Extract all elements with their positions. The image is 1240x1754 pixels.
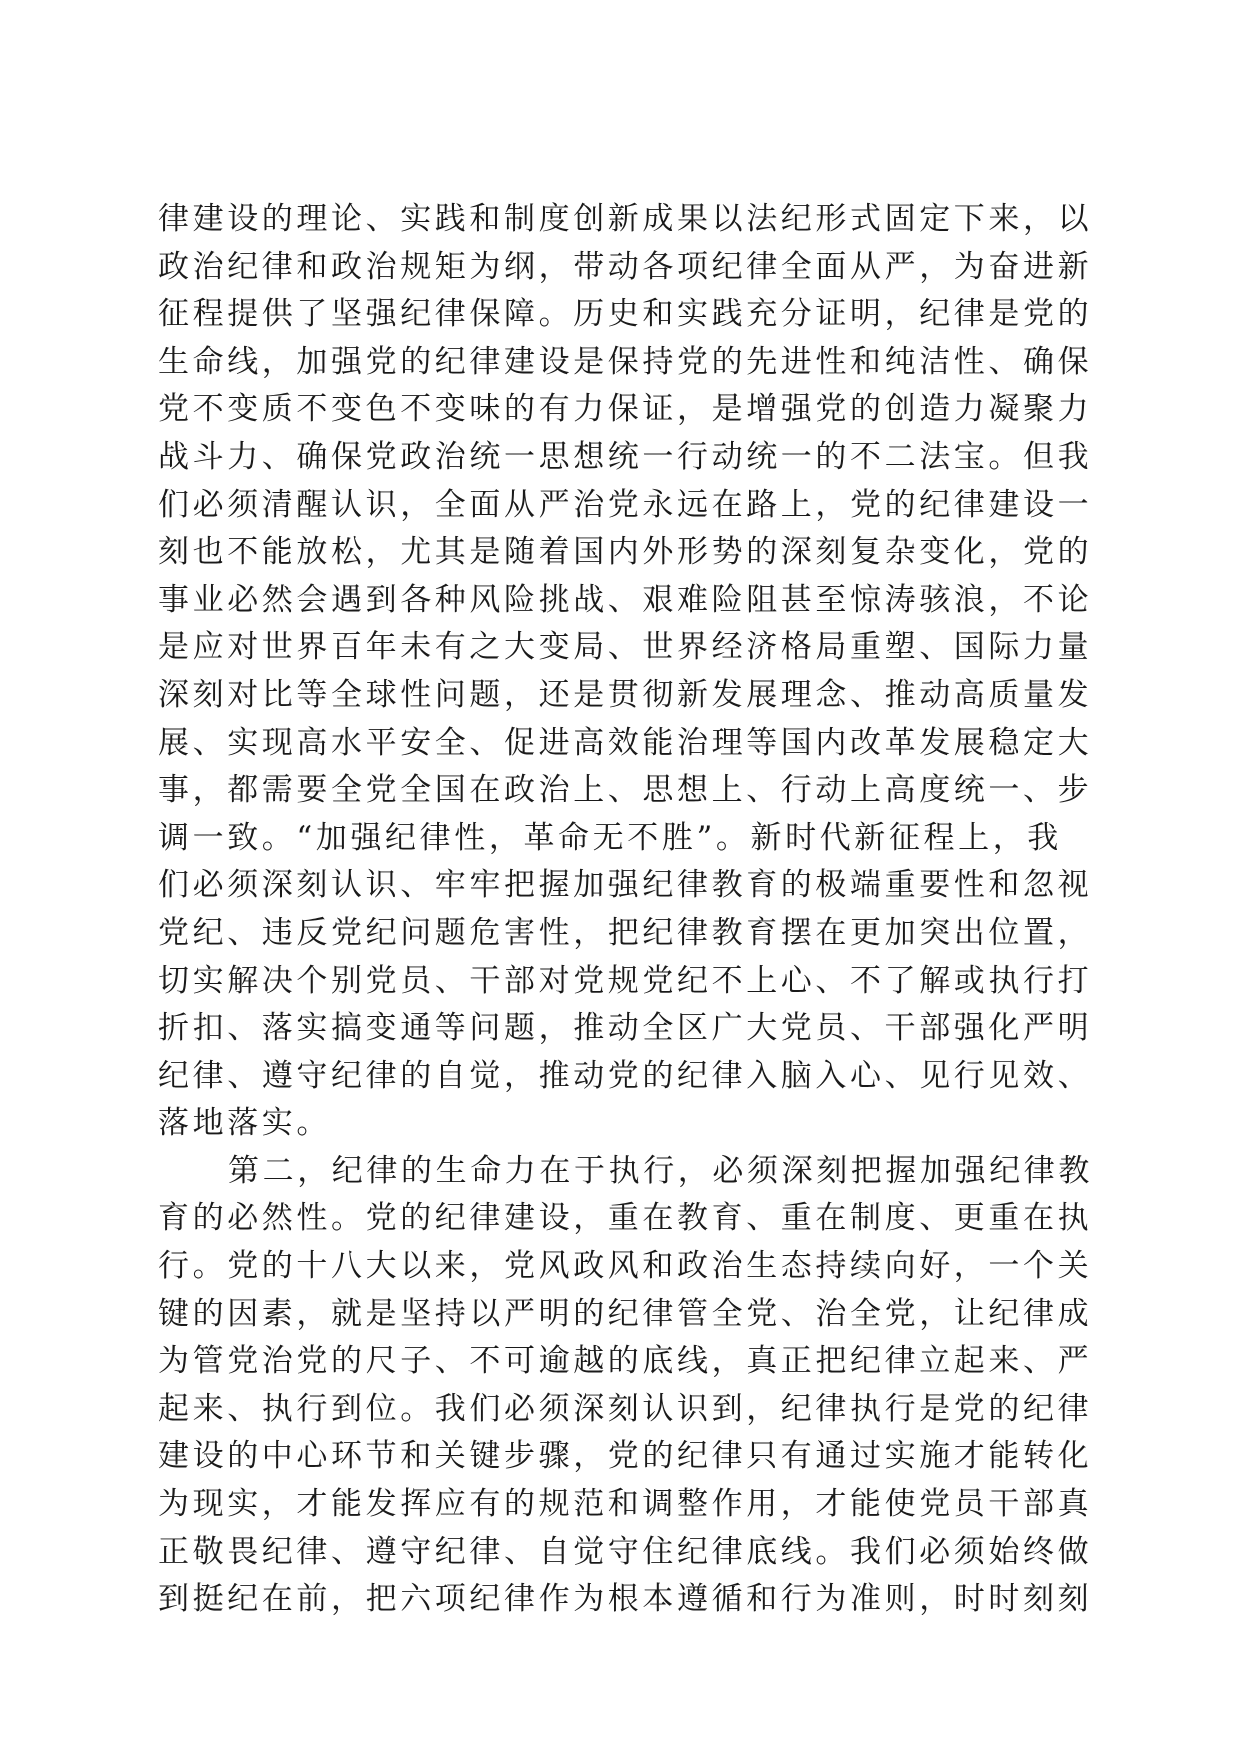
text-line: 落地落实。: [158, 1105, 331, 1142]
text-line: 事业必然会遇到各种风险挑战、艰难险阻甚至惊涛骇浪，不论: [158, 581, 1093, 618]
text-line: 们必须清醒认识，全面从严治党永远在路上，党的纪律建设一: [158, 486, 1093, 523]
text-line: 是应对世界百年未有之大变局、世界经济格局重塑、国际力量: [158, 629, 1093, 666]
body-text: [158, 196, 1093, 1624]
text-line: 正敬畏纪律、遵守纪律、自觉守住纪律底线。我们必须始终做: [158, 1533, 1093, 1570]
text-line: 事，都需要全党全国在政治上、思想上、行动上高度统一、步: [158, 772, 1093, 809]
text-line: 折扣、落实搞变通等问题，推动全区广大党员、干部强化严明: [158, 1010, 1093, 1047]
text-line: 律建设的理论、实践和制度创新成果以法纪形式固定下来，以: [158, 201, 1093, 237]
text-line: 起来、执行到位。我们必须深刻认识到，纪律执行是党的纪律: [158, 1390, 1093, 1427]
text-line: 为现实，才能发挥应有的规范和调整作用，才能使党员干部真: [158, 1486, 1093, 1523]
text-line: 调一致。“加强纪律性，革命无不胜”。新时代新征程上，我: [158, 819, 1062, 856]
text-line: 战斗力、确保党政治统一思想统一行动统一的不二法宝。但我: [158, 438, 1093, 475]
text-line: 切实解决个别党员、干部对党规党纪不上心、不了解或执行打: [158, 962, 1093, 999]
text-line: 建设的中心环节和关键步骤，党的纪律只有通过实施才能转化: [158, 1438, 1093, 1475]
text-line: 政治纪律和政治规矩为纲，带动各项纪律全面从严，为奋进新: [158, 248, 1093, 285]
text-line: 键的因素，就是坚持以严明的纪律管全党、治全党，让纪律成: [158, 1295, 1093, 1332]
text-line: 育的必然性。党的纪律建设，重在教育、重在制度、更重在执: [158, 1200, 1093, 1237]
text-line: 们必须深刻认识、牢牢把握加强纪律教育的极端重要性和忽视: [158, 867, 1093, 904]
text-line: 展、实现高水平安全、促进高效能治理等国内改革发展稳定大: [158, 724, 1093, 761]
text-line: 刻也不能放松，尤其是随着国内外形势的深刻复杂变化，党的: [158, 534, 1093, 571]
paragraph-start-line: 第二，纪律的生命力在于执行，必须深刻把握加强纪律教: [228, 1152, 1093, 1189]
text-line: 党不变质不变色不变味的有力保证，是增强党的创造力凝聚力: [158, 391, 1093, 428]
text-line: 行。党的十八大以来，党风政风和政治生态持续向好，一个关: [158, 1248, 1093, 1285]
text-line: 到挺纪在前，把六项纪律作为根本遵循和行为准则，时时刻刻: [158, 1581, 1093, 1618]
text-line: 征程提供了坚强纪律保障。历史和实践充分证明，纪律是党的: [158, 296, 1093, 333]
text-line: 纪律、遵守纪律的自觉，推动党的纪律入脑入心、见行见效、: [158, 1057, 1093, 1094]
text-line: 深刻对比等全球性问题，还是贯彻新发展理念、推动高质量发: [158, 676, 1093, 713]
text-line: 为管党治党的尺子、不可逾越的底线，真正把纪律立起来、严: [158, 1343, 1093, 1380]
text-line: 生命线，加强党的纪律建设是保持党的先进性和纯洁性、确保: [158, 343, 1093, 380]
text-line: 党纪、违反党纪问题危害性，把纪律教育摆在更加突出位置，: [158, 914, 1093, 951]
